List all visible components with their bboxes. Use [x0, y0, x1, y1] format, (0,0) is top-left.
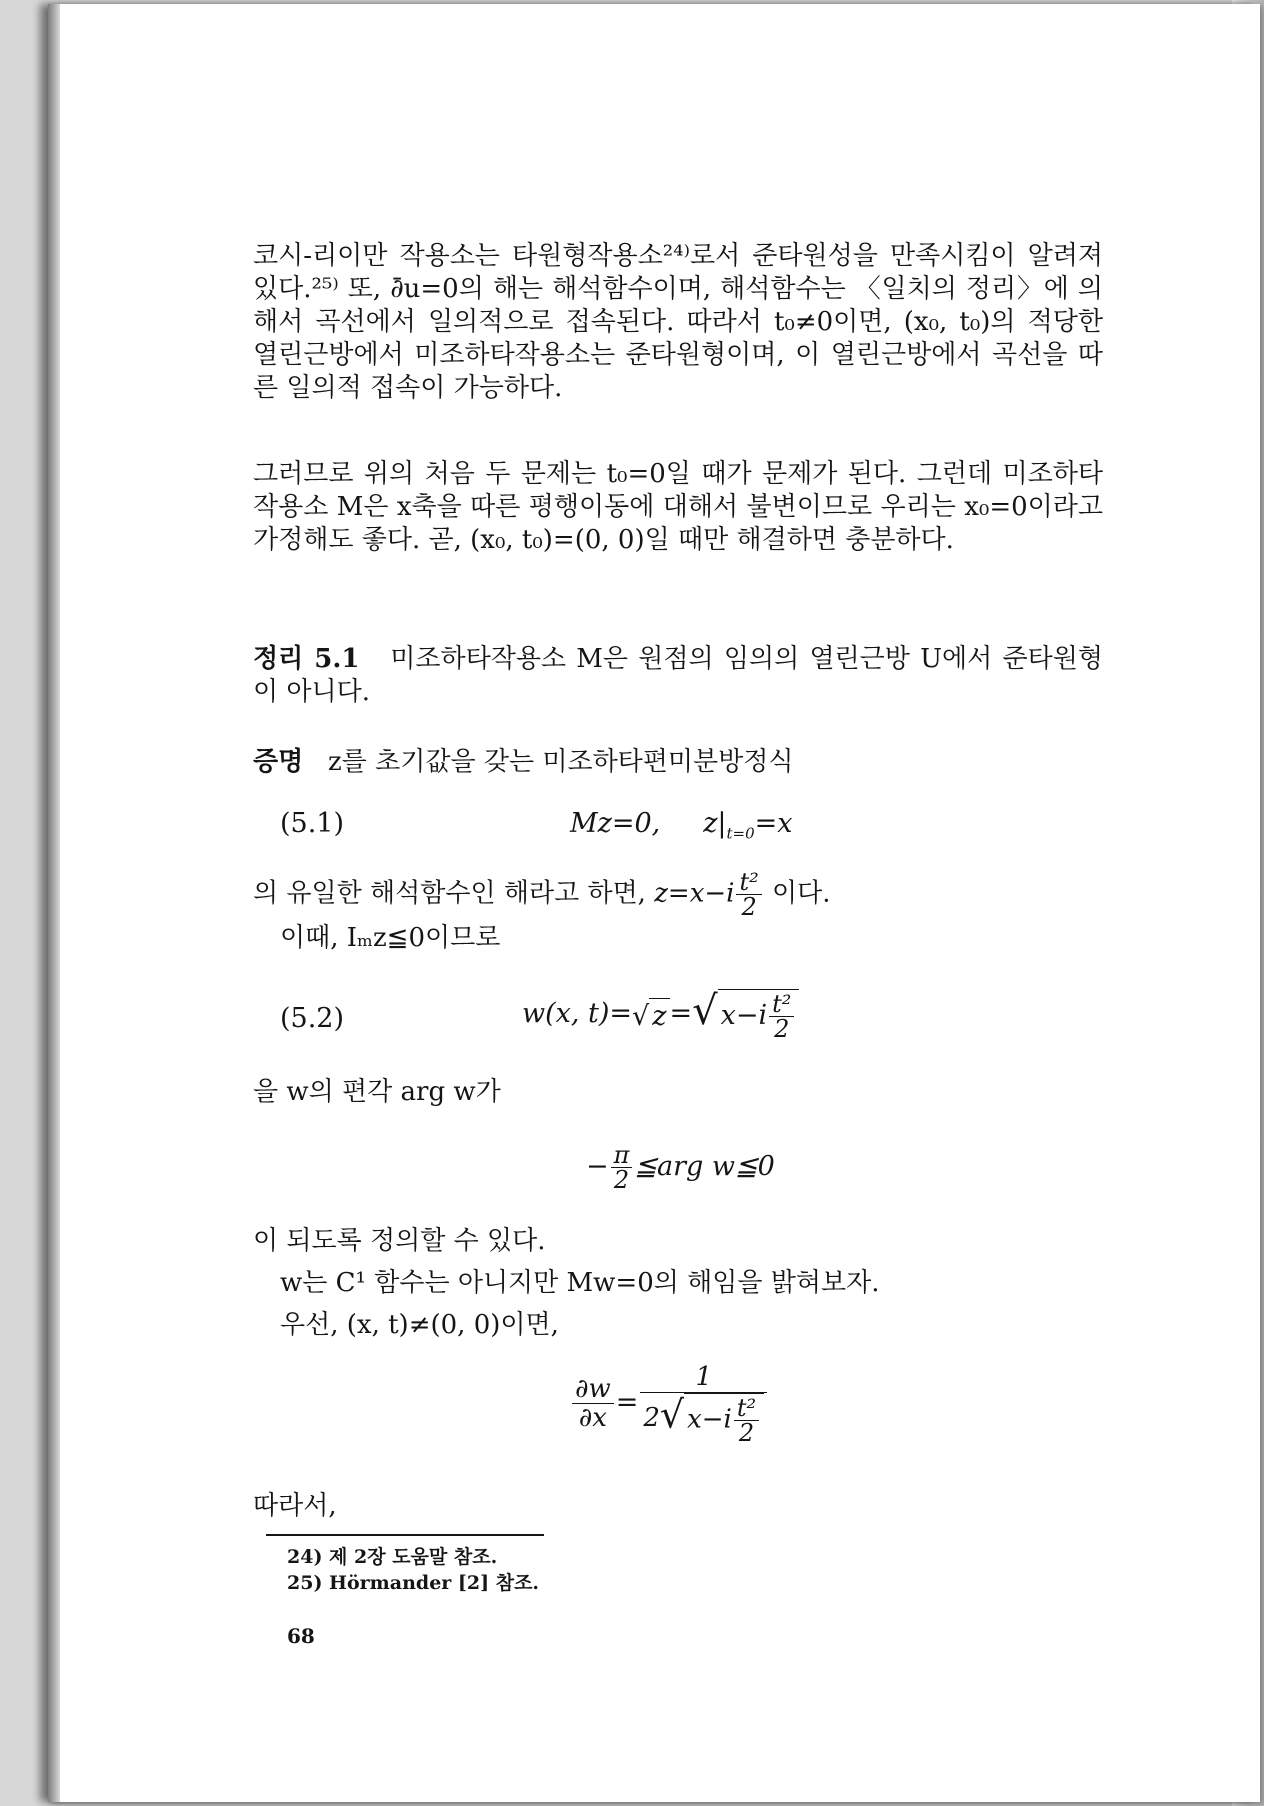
solution-fraction: [736, 870, 761, 919]
equation-5-2-number: (5.2): [280, 1003, 345, 1034]
equation-5-2-equals: =: [669, 998, 693, 1029]
paragraph-2: 그러므로 위의 처음 두 문제는 t₀=0일 때가 문제가 된다. 그런데 미조하타작용소 M은 x축을 따른 평행이동에 대해서 불변이므로 우리는 x₀=0이라고 가정해도 좋다. 곧, (x₀, t₀)=(0, 0)일 때만 해결하면 충분하다.: [253, 459, 1103, 555]
derivative-den-fraction-num: t²: [734, 1396, 759, 1421]
equation-5-2-lhs: w(x, t)=: [522, 998, 633, 1029]
solution-expr: z=x−i: [654, 878, 735, 909]
pi-over-two-den: 2: [613, 1166, 630, 1194]
derivative-den-fraction-den: 2: [738, 1419, 755, 1447]
derivative-den-sqrt-content: [684, 1393, 764, 1445]
solution-line-pre: 의 유일한 해석함수인 해라고 하면,: [253, 878, 646, 909]
inequality-rest: ≦arg w≦0: [634, 1151, 775, 1182]
case-line: 우선, (x, t)≠(0, 0)이면,: [280, 1310, 559, 1340]
imaginary-part-line: 이때, Iₘz≦0이므로: [280, 923, 501, 953]
pi-over-two: [611, 1143, 633, 1192]
therefore-line: 따라서,: [253, 1491, 337, 1521]
argument-inequality: [586, 1143, 775, 1192]
equation-5-2: [522, 988, 799, 1041]
theorem-5-1: [253, 643, 1103, 709]
partial-derivative-num: ∂w: [572, 1375, 614, 1404]
equation-5-1-lhs: Mz=0,: [570, 808, 661, 839]
sqrt-fraction-num: t²: [769, 992, 794, 1017]
footnote-24: 24) 제 2장 도움말 참조.: [287, 1546, 498, 1568]
derivative-den-coef: 2: [643, 1403, 660, 1433]
partial-derivative-equals: =: [615, 1387, 639, 1418]
theorem-text: 미조하타작용소 M은 원점의 임의의 열린근방 U에서 준타원형이 아니다.: [253, 644, 1103, 707]
proof-text: z를 초기값을 갖는 미조하타편미분방정식: [328, 747, 794, 777]
proof-line: [253, 746, 794, 779]
equation-5-1-subscript: t=0: [726, 824, 755, 843]
claim-line: w는 C¹ 함수는 아니지만 Mw=0의 해임을 밝혀보자.: [280, 1268, 880, 1298]
proof-label: 증명: [253, 747, 304, 777]
sqrt-z: √ z: [632, 998, 669, 1032]
sqrt-expression-radicand: x−i: [720, 1000, 768, 1031]
derivative-rhs-num: 1: [640, 1362, 767, 1393]
sqrt-z-content: z: [649, 998, 669, 1032]
book-spine-shadow: [48, 4, 60, 1802]
inequality-sign: −: [586, 1151, 609, 1182]
page-number: 68: [287, 1624, 315, 1648]
derivative-den-sqrt: √ x−i $\frac{\text{t²}}{2}$: [660, 1393, 764, 1445]
pi-over-two-num: π: [611, 1143, 633, 1168]
sqrt-expression-fraction: [769, 992, 794, 1041]
footnote-25: 25) Hörmander [2] 참조.: [287, 1572, 540, 1594]
equation-5-1-number: (5.1): [280, 808, 345, 839]
equation-5-1-rhs-z: z|: [703, 808, 727, 839]
solution-line: [253, 870, 831, 919]
derivative-rhs-den: [640, 1393, 767, 1445]
solution-fraction-den: 2: [741, 893, 757, 921]
partial-derivative: [572, 1375, 614, 1432]
theorem-label: 정리 5.1: [253, 644, 360, 674]
definition-line: 이 되도록 정의할 수 있다.: [253, 1226, 546, 1256]
sqrt-expression: √ x−i $\frac{\text{t²}}{2}$: [692, 988, 799, 1041]
derivative-den-radicand: x−i: [687, 1404, 732, 1435]
equation-5-1-rhs-tail: =x: [754, 808, 793, 839]
footnote-rule: [266, 1534, 544, 1536]
equation-5-1: [570, 808, 793, 842]
solution-fraction-num: t²: [736, 870, 761, 895]
sqrt-expression-content: [718, 989, 800, 1041]
solution-line-post: 이다.: [772, 878, 831, 909]
sqrt-fraction-den: 2: [774, 1015, 790, 1043]
argument-line: 을 w의 편각 arg w가: [253, 1077, 501, 1107]
derivative-den-fraction: [734, 1396, 759, 1445]
paragraph-1: 코시-리이만 작용소는 타원형작용소²⁴⁾로서 준타원성을 만족시킴이 알려져 있다.²⁵⁾ 또, ∂̄u=0의 해는 해석함수이며, 해석함수는 〈일치의 정리〉에 의해서 곡선에서 일의적으로 접속된다. 따라서 t₀≠0이면, (x₀, t₀)의 적당한 열린근방에서 미조하타작용소는 준타원형이며, 이 열린근방에서 곡선을 따른 일의적 접속이 가능하다.: [253, 241, 1103, 403]
partial-derivative-den: ∂x: [578, 1403, 607, 1433]
partial-derivative-equation: [570, 1362, 769, 1445]
derivative-rhs: [640, 1362, 767, 1445]
